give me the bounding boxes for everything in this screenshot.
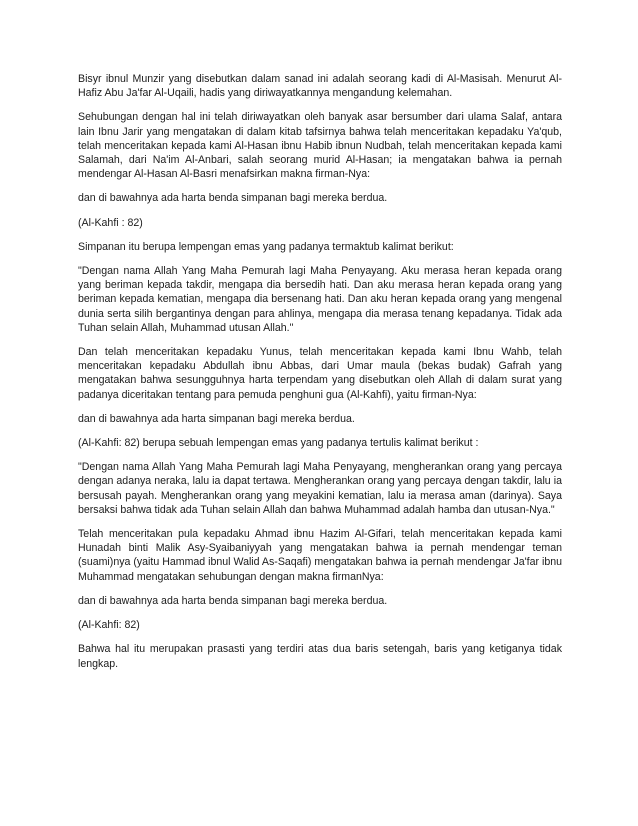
paragraph-yunus: Dan telah menceritakan kepadaku Yunus, telah menceritakan kepada kami Ibnu Wahb, telah menceritakan kepadaku Abdullah ibnu Abbas, dari Umar maula (bekas budak) Gafrah yang mengatakan bahwa sesungguhnya harta terpendam yang disebutkan oleh Allah di dalam surat yang padanya diceritakan tentang para pemuda penghuni gua (Al-Kahfi), yaitu firman-Nya: bbox=[78, 346, 562, 401]
paragraph-treasure: Simpanan itu berupa lempengan emas yang padanya termaktub kalimat berikut: bbox=[78, 240, 454, 253]
paragraph-inscription-2: "Dengan nama Allah Yang Maha Pemurah lagi Maha Penyayang, mengherankan orang yang percaya dengan adanya neraka, lalu ia dapat tertawa. Mengherankan orang yang percaya dengan takdir, lalu ia bersusah payah. Mengherankan orang yang meyakini kematian, lalu ia merasa aman (darinya). Saya bersaksi bahwa tidak ada Tuhan selain Allah dan bahwa Muhammad adalah hamba dan utusan-Nya." bbox=[78, 461, 562, 516]
paragraph-verse-ref: (Al-Kahfi: 82) bbox=[78, 619, 140, 632]
paragraph-ahmad-ibnu-hazim: Telah menceritakan pula kepadaku Ahmad ibnu Hazim Al-Gifari, telah menceritakan kepada kami Hunadah binti Malik Asy-Syaibaniyyah yang mengatakan bahwa ia pernah mendengar teman (suami)nya (yaitu Hammad ibnul Walid As-Saqafi) mengatakan bahwa ia pernah mendengar Ja'far ibnu Muhammad mengatakan sehubungan dengan makna firmanNya: bbox=[78, 528, 562, 583]
paragraph-ibnu-jarir: Sehubungan dengan hal ini telah diriwayatkan oleh banyak asar bersumber dari ulama Salaf, antara lain Ibnu Jarir yang mengatakan di dalam kitab tafsirnya bahwa telah menceritakan kepadaku Ya'qub, telah menceritakan kepada kami Al-Hasan ibnu Habib ibnun Nudbah, telah menceritakan kepada kami Salamah, dari Na'im Al-Anbari, salah seorang murid Al-Hasan; ia mengatakan bahwa ia pernah mendengar Al-Hasan Al-Basri menafsirkan makna firman-Nya: bbox=[78, 111, 562, 181]
paragraph-narrator-note: Bisyr ibnul Munzir yang disebutkan dalam sanad ini adalah seorang kadi di Al-Masisah. Menurut Al-Hafiz Abu Ja'far Al-Uqaili, hadis yang diriwayatkannya mengandung kelemahan. bbox=[78, 73, 562, 100]
paragraph-conclusion: Bahwa hal itu merupakan prasasti yang terdiri atas dua baris setengah, baris yang ketiganya tidak lengkap. bbox=[78, 643, 562, 670]
document-page bbox=[78, 72, 562, 681]
paragraph-inscription-1: "Dengan nama Allah Yang Maha Pemurah lagi Maha Penyayang. Aku merasa heran kepada orang yang beriman kepada takdir, mengapa dia bersedih hati. Dan aku merasa heran kepada orang yang beriman kepada kematian, mengapa dia bersenang hati. Dan aku heran kepada orang yang mengenal dunia serta silih bergantinya dengan para ahlinya, mengapa dia merasa tenang kepadanya. Tidak ada Tuhan selain Allah, Muhammad utusan Allah." bbox=[78, 265, 562, 334]
paragraph-verse: dan di bawahnya ada harta simpanan bagi mereka berdua. bbox=[78, 412, 355, 425]
paragraph-verse: dan di bawahnya ada harta benda simpanan bagi mereka berdua. bbox=[78, 594, 388, 607]
paragraph-verse-ref: (Al-Kahfi : 82) bbox=[78, 216, 143, 229]
paragraph-verse-ref: (Al-Kahfi: 82) berupa sebuah lempengan emas yang padanya tertulis kalimat berikut : bbox=[78, 437, 479, 450]
paragraph-verse: dan di bawahnya ada harta benda simpanan bagi mereka berdua. bbox=[78, 192, 388, 205]
